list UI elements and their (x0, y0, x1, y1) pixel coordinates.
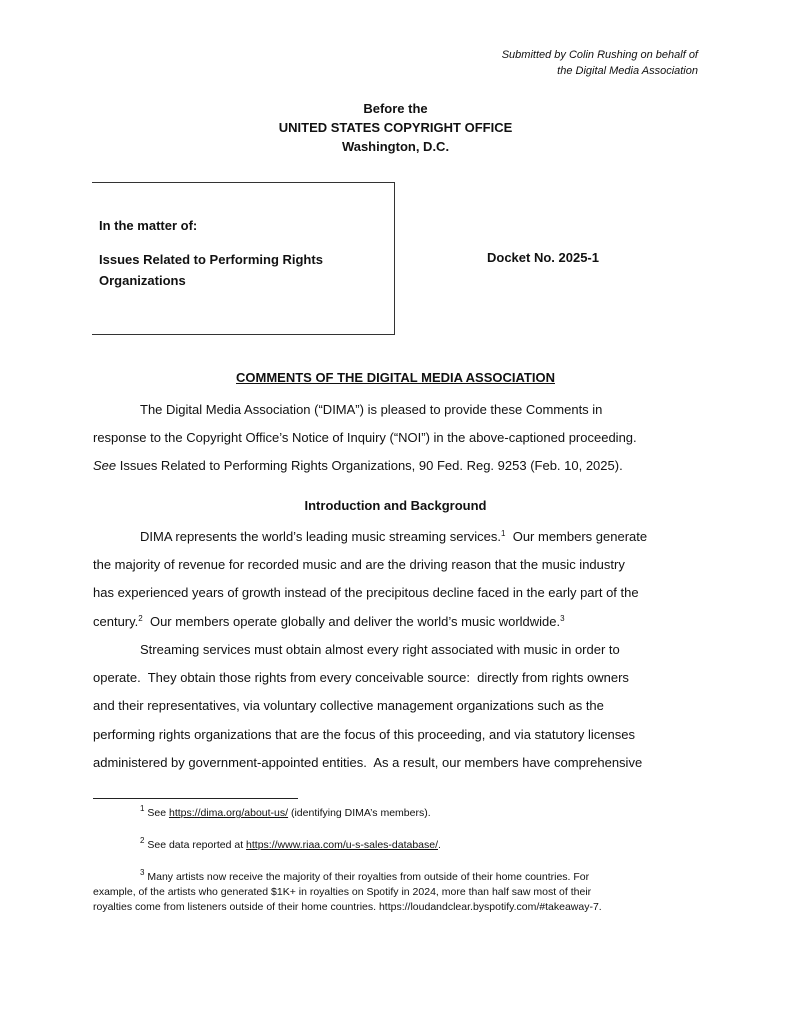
matter-title (99, 249, 389, 291)
para1-line-1-tail: Our members generate (505, 529, 648, 544)
dima-about-link[interactable]: https://dima.org/about-us/ (168, 807, 289, 819)
para2-line-5: administered by government-appointed entities. As a result, our members have comprehensive (93, 754, 643, 770)
header-location: Washington, D.C. (341, 139, 450, 154)
comments-title: COMMENTS OF THE DIGITAL MEDIA ASSOCIATION (236, 370, 555, 385)
footnote-1-number: 1 (140, 804, 145, 813)
intro-citation: Issues Related to Performing Rights Organizations, 90 Fed. Reg. 9253 (Feb. 10, 2025). (116, 458, 623, 474)
footnote-2-pre: See data reported at (144, 839, 247, 851)
para2-line-1: Streaming services must obtain almost every right associated with music in order to (140, 642, 620, 657)
document-header (0, 99, 791, 156)
footnote-3-line-1 (93, 870, 696, 885)
paragraph-1 (93, 523, 696, 636)
matter-title-line-1: Issues Related to Performing Rights (99, 252, 323, 267)
footnote-1-post: (identifying DIMA’s members). (288, 807, 431, 819)
para1-line-4-b: Our members operate globally and deliver the world’s music worldwide. (142, 613, 561, 629)
intro-line-1: The Digital Media Association (“DIMA”) is pleased to provide these Comments in (140, 402, 603, 417)
intro-paragraph (93, 396, 696, 481)
matter-title-line-2: Organizations (99, 273, 186, 288)
section-heading: Introduction and Background (304, 498, 487, 513)
matter-label: In the matter of: (99, 218, 198, 233)
para2-line-2: operate. They obtain those rights from every conceivable source: directly from rights owners (93, 670, 629, 686)
para1-line-4 (93, 608, 696, 636)
intro-line-2: response to the Copyright Office’s Notice of Inquiry (“NOI”) in the above-captioned proceeding. (93, 430, 637, 446)
riaa-sales-link[interactable]: https://www.riaa.com/u-s-sales-database/ (246, 839, 439, 851)
para2-line-3: and their representatives, via voluntary collective management organizations such as the (93, 698, 604, 714)
docket-number: Docket No. 2025-1 (487, 250, 599, 265)
para1-line-4-a: century. (93, 613, 139, 629)
footnote-3-line-3: royalties come from listeners outside of their home countries. https://loudandclear.byspotify.com/#takeaway-7. (93, 901, 602, 913)
footnote-ref-2[interactable]: 2 (138, 613, 143, 623)
footnote-2 (93, 838, 696, 853)
footnote-3 (93, 870, 696, 915)
footnote-2-number: 2 (140, 836, 145, 845)
para1-line-2: the majority of revenue for recorded music and are the driving reason that the music industry (93, 557, 625, 573)
para2-line-4: performing rights organizations that are the focus of this proceeding, and via statutory licenses (93, 726, 635, 742)
footnote-1 (93, 806, 696, 821)
see-signal: See (93, 458, 117, 474)
footnote-3-line-2: example, of the artists who generated $1K+ in royalties on Spotify in 2024, more than half saw most of their (93, 886, 592, 898)
para1-line-1 (93, 523, 696, 551)
footnote-1-line (93, 806, 696, 821)
submitted-line-1: Submitted by Colin Rushing on behalf of (501, 49, 698, 61)
footnote-2-line (93, 838, 696, 853)
para1-line-3: has experienced years of growth instead of the precipitous decline faced in the early part of the (93, 585, 639, 601)
para1-line-1-text: DIMA represents the world’s leading music streaming services. (140, 529, 502, 544)
submitted-line-2: the Digital Media Association (557, 65, 698, 77)
case-caption-box (92, 182, 395, 335)
footnote-2-post: . (438, 839, 441, 851)
header-before: Before the (363, 101, 428, 116)
footnote-ref-1[interactable]: 1 (501, 529, 506, 538)
header-agency: UNITED STATES COPYRIGHT OFFICE (278, 120, 513, 135)
submitted-by (502, 47, 698, 79)
footnote-ref-3[interactable]: 3 (560, 613, 565, 623)
footnote-1-pre: See (144, 807, 169, 819)
footnote-separator (93, 798, 298, 799)
paragraph-2 (93, 636, 696, 777)
footnote-3-text-1: Many artists now receive the majority of their royalties from outside of their home countries. For (144, 871, 590, 883)
footnote-3-number: 3 (140, 868, 145, 877)
intro-line-3 (93, 452, 696, 480)
